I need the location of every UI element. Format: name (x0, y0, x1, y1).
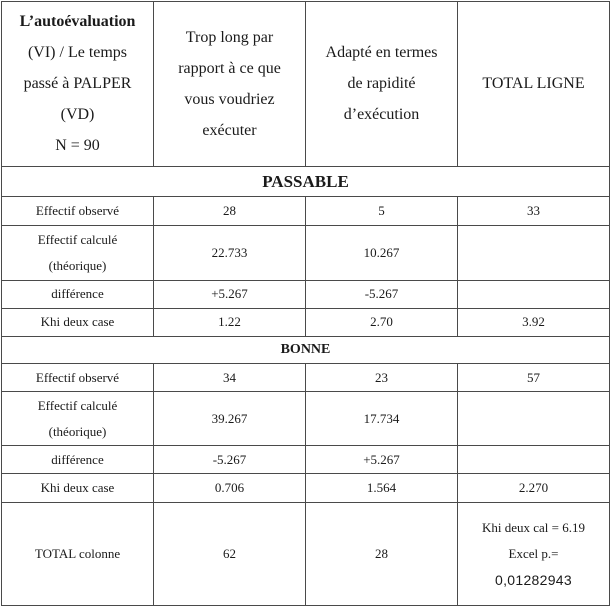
table-row (2, 446, 610, 474)
chi-square-total: Khi deux cal = 6.19 (481, 520, 585, 536)
cell-value: 5 (306, 197, 458, 226)
row-label-line: Effectif calculé (théorique) (37, 232, 118, 274)
excel-p-label: Excel p.= (508, 546, 559, 562)
row-label: différence (2, 446, 154, 474)
header-col-trop-long (154, 2, 306, 167)
table-row (2, 197, 610, 226)
table-row (2, 391, 610, 446)
cell-value: -5.267 (306, 280, 458, 308)
header-line: (VI) / Le temps (27, 44, 128, 62)
row-label: Khi deux case (2, 474, 154, 503)
chi-square-summary-cell (458, 503, 610, 606)
cell-value (458, 446, 610, 474)
cell-value: 33 (458, 197, 610, 226)
cell-value (458, 226, 610, 281)
table-row (2, 308, 610, 337)
header-line: de rapidité (347, 75, 416, 93)
cell-value: 23 (306, 364, 458, 392)
row-label: Effectif observé (2, 364, 154, 392)
row-label: Khi deux case (2, 308, 154, 337)
header-line: rapport à ce que (178, 59, 281, 77)
header-line: passé à PALPER (23, 75, 132, 93)
header-line: L’autoévaluation (19, 13, 136, 31)
header-row (2, 2, 610, 167)
header-line: d’exécution (343, 106, 420, 124)
cell-value: +5.267 (154, 280, 306, 308)
cell-value: 28 (154, 197, 306, 226)
header-variables-cell (2, 2, 154, 167)
table-row (2, 280, 610, 308)
cell-value: +5.267 (306, 446, 458, 474)
cell-value: 28 (306, 503, 458, 606)
cell-value (458, 280, 610, 308)
cell-value: 3.92 (458, 308, 610, 337)
table-row (2, 364, 610, 392)
cell-value: 62 (154, 503, 306, 606)
table-row (2, 226, 610, 281)
section-row-passable (2, 166, 610, 197)
cell-value (458, 391, 610, 446)
section-row-bonne (2, 337, 610, 364)
header-col-total-ligne: TOTAL LIGNE (458, 2, 610, 167)
chi-square-table (1, 1, 610, 606)
header-line: N = 90 (55, 137, 100, 155)
header-line: (VD) (60, 106, 95, 124)
header-col-adapte (306, 2, 458, 167)
p-value: 0,01282943 (495, 572, 572, 589)
total-row (2, 503, 610, 606)
cell-value: 2.70 (306, 308, 458, 337)
section-title: PASSABLE (2, 166, 610, 197)
cell-value: 2.270 (458, 474, 610, 503)
section-title: BONNE (2, 337, 610, 364)
row-label: Effectif observé (2, 197, 154, 226)
row-label (2, 391, 154, 446)
row-label (2, 226, 154, 281)
cell-value: 57 (458, 364, 610, 392)
header-line: exécuter (202, 121, 257, 139)
header-line: vous voudriez (184, 90, 275, 108)
cell-value: 0.706 (154, 474, 306, 503)
cell-value: 34 (154, 364, 306, 392)
cell-value: 39.267 (154, 391, 306, 446)
header-line: Trop long par (185, 28, 274, 46)
cell-value: 10.267 (306, 226, 458, 281)
cell-value: -5.267 (154, 446, 306, 474)
row-label: différence (2, 280, 154, 308)
cell-value: 1.22 (154, 308, 306, 337)
table-row (2, 474, 610, 503)
row-label-line: Effectif calculé (théorique) (37, 397, 118, 439)
cell-value: 17.734 (306, 391, 458, 446)
cell-value: 22.733 (154, 226, 306, 281)
header-line: Adapté en termes (325, 44, 438, 62)
cell-value: 1.564 (306, 474, 458, 503)
row-label: TOTAL colonne (2, 503, 154, 606)
